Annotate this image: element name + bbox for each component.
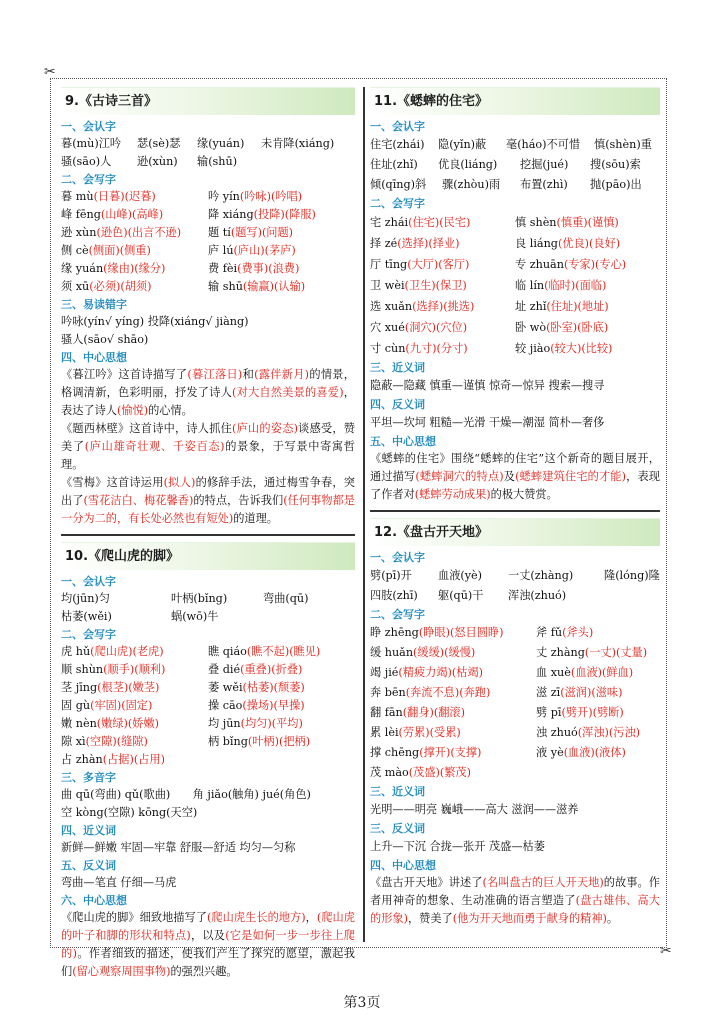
word: 柄 bǐng(叶柄)(把柄) [208,734,311,748]
word: 血 xuè(血液)(鲜血) [536,665,634,679]
word: 枯萎(wěi) [61,609,112,623]
word: 隐(yǐn)蔽 [438,138,487,151]
word: 睁 zhēng(睁眼)(怒目圆睁) [370,625,504,639]
word: 骚(sāo)人 [61,155,112,168]
word: 峰 fēng(山峰)(高峰) [61,208,164,221]
word: 蜗(wō)牛 [171,609,219,623]
word: 撑 chēng(撑开)(支撑) [370,745,482,759]
word: 缓 huǎn(缓缓)(缓慢) [370,645,476,659]
word: 逊(xùn) [137,155,178,168]
word [536,763,660,783]
word-row [61,135,355,153]
word: 浊 zhuó(浑浊)(污浊) [536,725,641,739]
section-heading: 三、近义词 [370,361,425,374]
section-heading: 一、会认字 [370,550,425,564]
lesson-title: 12.《盘古开天地》 [370,518,660,546]
word: 叠 dié(重叠)(折叠) [208,662,303,676]
word: 抛(pāo)出 [590,178,642,191]
word: 搜(sōu)索 [590,158,641,171]
text-line: 骚人(sāo√ shāo) [61,333,149,346]
word: 劈 pī(劈开)(劈断) [536,705,624,719]
text-line: 空 kòng(空隙) kōng(天空) [61,805,198,819]
word-row [370,155,660,175]
left-column [61,87,355,981]
text-line: 曲 qū(弯曲) qǔ(歌曲) 角 jiǎo(触角) jué(角色) [61,787,311,801]
word: 顺 shùn(顺手)(顺利) [61,662,166,676]
word: 浑浊(zhuó) [508,588,567,602]
word: 良 liáng(优良)(良好) [515,237,621,250]
word [208,751,355,769]
word: 隙 xì(空隙)(缝隙) [61,734,148,748]
word: 费 fèi(费事)(浪费) [208,262,300,275]
text-line: 隐蔽—隐藏 慎重—谨慎 惊奇—惊异 搜索—搜寻 [370,379,605,392]
word: 吟 yín(吟咏)(吟唱) [208,190,303,203]
word: 操 cāo(操场)(早操) [208,698,305,712]
section-heading: 一、会认字 [370,120,425,133]
word: 均(jūn)匀 [61,591,110,605]
word: 占 zhàn(占据)(占用) [61,752,165,766]
word: 专 zhuān(专家)(专心) [515,258,627,271]
word: 虎 hǔ(爬山虎)(老虎) [61,644,164,658]
section-heading: 二、会写字 [61,627,116,641]
word: 四肢(zhī) [370,588,418,602]
text-line: 弯曲—笔直 仔细—马虎 [61,875,177,889]
word: 一丈(zhàng) [508,568,574,582]
text-line: 上升—下沉 合拢—张开 茂盛—枯萎 [370,839,545,853]
word: 倾(qīng)斜 [370,178,427,191]
text-line: 新鲜—鲜嫩 牢固—牢靠 舒服—舒适 均匀—匀称 [61,840,296,854]
word: 降 xiáng(投降)(降服) [208,208,316,221]
word: 优良(liáng) [438,158,498,171]
scissors-icon: ✂ [660,943,672,959]
word-row [61,153,355,171]
word-row [370,566,660,586]
paragraph: 《盘古开天地》讲述了(名叫盘古的巨人开天地)的故事。作者用神奇的想象、生动准确的语言塑造了(盘古雄伟、高大的形象)，赞美了(他为开天地而勇于献身的精神)。 [370,875,660,925]
word: 茎 jīng(根茎)(嫩茎) [61,680,160,694]
word-grid [61,643,355,769]
word-row [61,608,355,626]
section-heading: 六、中心思想 [61,893,127,907]
word: 宅 zhái(住宅)(民宅) [370,216,471,229]
word: 选 xuǎn(选择)(挑选) [370,300,475,313]
section-heading: 四、中心思想 [61,351,127,364]
word: 隆(lóng)隆 [604,568,660,582]
section-heading: 五、中心思想 [370,435,436,448]
word: 瞧 qiáo(瞧不起)(瞧见) [208,644,321,658]
section-heading: 二、会写字 [370,197,425,210]
scissors-icon: ✂ [44,64,56,80]
word: 茂 mào(茂盛)(繁茂) [370,765,471,779]
word: 骤(zhòu)雨 [442,178,501,191]
word: 劈(pī)开 [370,568,412,582]
word: 挖掘(jué) [520,158,569,171]
word: 毫(háo)不可惜 [506,138,581,151]
word-grid [61,188,355,296]
word: 弯曲(qū) [263,591,309,605]
section-heading: 三、近义词 [370,784,425,798]
page-number: 第3页 [343,995,381,1011]
word: 逊 xùn(逊色)(出言不逊) [61,226,182,239]
word-grid [370,623,660,783]
lesson-title: 9.《古诗三首》 [61,87,355,115]
word: 缘(yuán) [197,137,245,150]
word: 暮(mù)江吟 [61,137,122,150]
word: 输 shū(输赢)(认输) [208,280,306,293]
word: 慎(shèn)重 [594,138,652,151]
column-divider [363,87,365,942]
section-divider [61,534,355,536]
word: 缘 yuán(缘由)(缘分) [61,262,166,275]
right-column [370,87,660,928]
text-line: 光明——明亮 巍峨——高大 滋润——滋养 [370,802,579,816]
text-line: 平坦—坎坷 粗糙—光滑 干燥—潮湿 简朴—奢侈 [370,416,605,429]
word: 暮 mù(日暮)(迟暮) [61,190,156,203]
word: 血液(yè) [438,568,483,582]
lesson-title: 11.《蟋蟀的住宅》 [370,87,660,115]
paragraph: 《雪梅》这首诗运用(拟人)的修辞手法，通过梅雪争春，突出了(雪花洁白、梅花馨香)的特点，告诉我们(任何事物都是一分为二的，有长处必然也有短处)的道理。 [61,476,355,525]
paragraph: 《爬山虎的脚》细致地描写了(爬山虎生长的地方)，(爬山虎的叶子和脚的形状和特点)，以及(它是如何一步一步往上爬的)。作者细致的描述，使我们产生了探究的愿望，激起我们(留心观察周围事物)的强烈兴趣。 [61,910,355,978]
word: 固 gù(牢固)(固定) [61,698,153,712]
word: 慎 shèn(慎重)(谨慎) [515,216,619,229]
word: 瑟(sè)瑟 [137,137,181,150]
word: 临 lín(临时)(面临) [515,279,607,292]
word: 液 yè(血液)(液体) [536,745,626,759]
word-row [370,135,660,155]
word-row [370,175,660,195]
word-grid [370,212,660,359]
word: 均 jūn(均匀)(平均) [208,716,303,730]
word: 择 zé(选择)(择业) [370,237,460,250]
word: 卧 wò(卧室)(卧底) [515,321,609,334]
word: 住宅(zhái) [370,138,425,151]
section-heading: 四、中心思想 [370,858,436,872]
word-row [370,586,660,606]
word: 较 jiào(较大)(比较) [515,342,613,355]
section-divider [370,510,660,512]
word: 厅 tīng(大厅)(客厅) [370,258,470,271]
worksheet [50,78,667,978]
word: 输(shū) [197,155,238,168]
word: 寸 cùn(九寸)(分寸) [370,342,468,355]
word: 累 lèi(劳累)(受累) [370,725,461,739]
word: 躯(qū)干 [438,588,484,602]
word: 奔 bēn(奔流不息)(奔跑) [370,685,491,699]
word: 卫 wèi(卫生)(保卫) [370,279,467,292]
section-heading: 一、会认字 [61,574,116,588]
word: 滋 zī(滋润)(滋味) [536,685,623,699]
section-heading: 三、反义词 [370,821,425,835]
word: 住址(zhǐ) [370,158,418,171]
word: 未肯降(xiáng) [261,137,335,150]
section-heading: 三、多音字 [61,770,116,784]
section-heading: 二、会写字 [61,173,116,186]
word: 叶柄(bǐng) [171,591,228,605]
word [263,608,355,626]
section-heading: 四、近义词 [61,823,116,837]
word: 萎 wěi(枯萎)(颓萎) [208,680,305,694]
word: 须 xū(必须)(胡须) [61,280,152,293]
paragraph: 《暮江吟》这首诗描写了(暮江落日)和(露伴新月)的情景，格调清新，色彩明丽，抒发了诗人(对大自然美景的喜爱)，表达了诗人(愉悦)的心情。 [61,368,355,417]
word: 穴 xué(洞穴)(穴位) [370,321,468,334]
section-heading: 四、反义词 [370,398,425,411]
word: 竭 jié(精疲力竭)(枯竭) [370,665,484,679]
word: 庐 lú(庐山)(茅庐) [208,244,296,257]
paragraph: 《蟋蟀的住宅》围绕“蟋蟀的住宅”这个新奇的题目展开，通过描写(蟋蟀洞穴的特点)及(蟋蟀建筑住宅的才能)，表现了作者对(蟋蟀劳动成果)的极大赞赏。 [370,452,660,501]
text-line: 吟咏(yín√ yíng) 投降(xiáng√ jiàng) [61,315,249,328]
word: 丈 zhàng(一丈)(丈量) [536,645,648,659]
word-row [61,590,355,608]
word: 侧 cè(侧面)(侧重) [61,244,151,257]
word: 题 tí(题写)(问题) [208,226,294,239]
section-heading: 三、易读错字 [61,298,127,311]
word: 翻 fān(翻身)(翻滚) [370,705,465,719]
word: 斧 fǔ(斧头) [536,625,594,639]
section-heading: 五、反义词 [61,858,116,872]
lesson-title: 10.《爬山虎的脚》 [61,542,355,570]
word: 址 zhǐ(住址)(地址) [515,300,609,313]
word: 嫩 nèn(嫩绿)(娇嫩) [61,716,159,730]
section-heading: 二、会写字 [370,607,425,621]
paragraph: 《题西林壁》这首诗中，诗人抓住(庐山的姿态)谈感受，赞美了(庐山雄奇壮观、千姿百态)的景象，于写景中寄寓哲理。 [61,422,355,471]
word: 布置(zhì) [520,178,568,191]
section-heading: 一、会认字 [61,120,116,133]
